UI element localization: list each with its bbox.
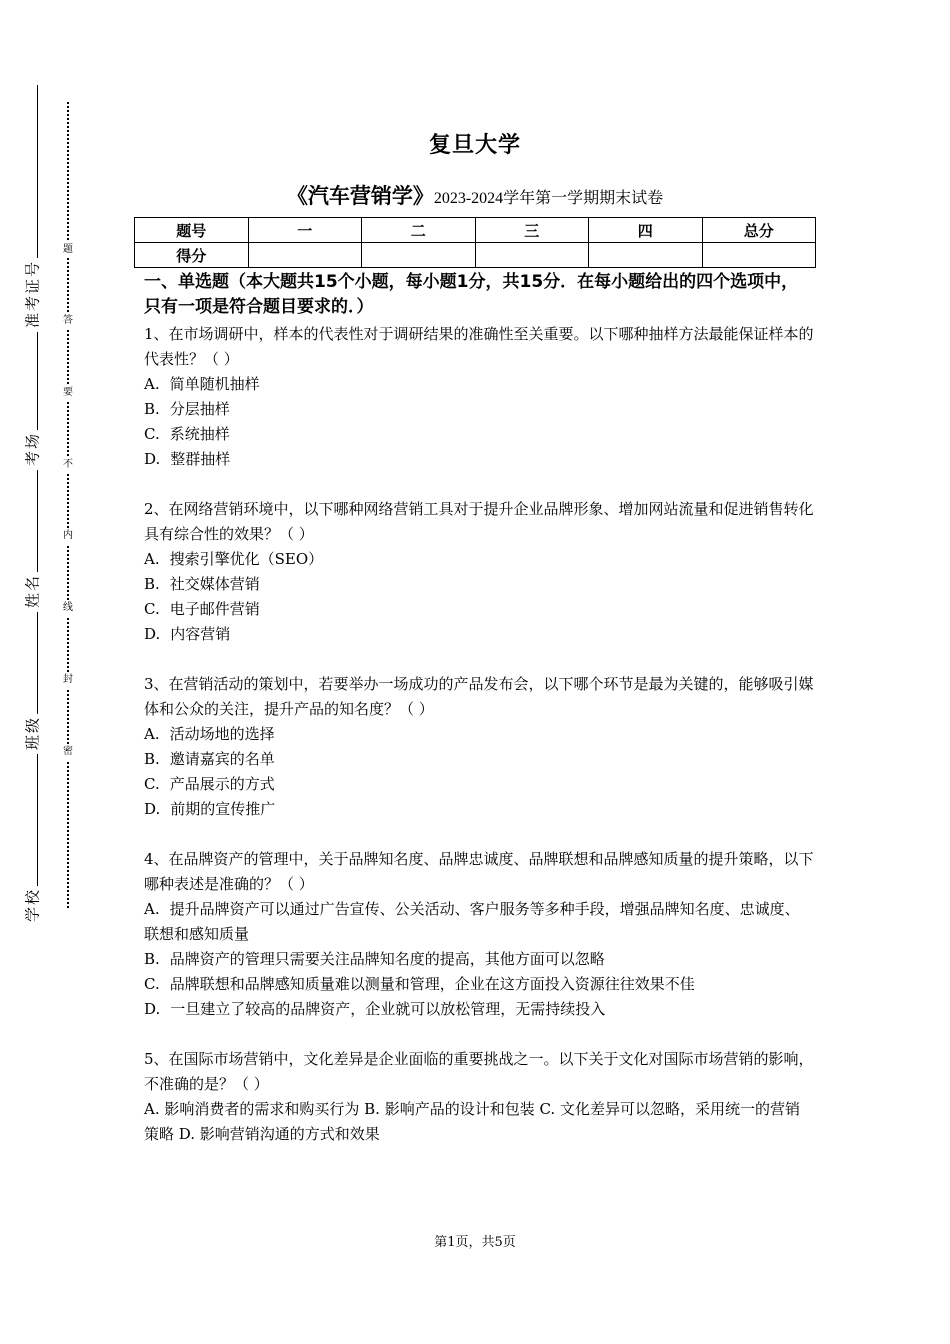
exam-term: 2023-2024学年第一学期期末试卷 [433, 190, 664, 207]
option-a: A. 搜索引擎优化（SEO） [144, 550, 324, 568]
score-table-cell: 一 [248, 218, 362, 243]
course-name: 《汽车营销学》 [286, 184, 434, 208]
score-table-header-row [135, 218, 816, 243]
option-d: D. 前期的宣传推广 [144, 800, 276, 818]
question-stem: 5、在国际市场营销中，文化差异是企业面临的重要挑战之一。以下关于文化对国际市场营销的影响，不准确的是？（ ） [144, 1050, 814, 1093]
question-4 [144, 847, 814, 1022]
question-stem: 4、在品牌资产的管理中，关于品牌知名度、品牌忠诚度、品牌联想和品牌感知质量的提升策略，以下哪种表述是准确的？（ ） [144, 850, 814, 893]
question-3 [144, 672, 814, 822]
option-d: D. 整群抽样 [144, 450, 231, 468]
exam-room-label: 场 考 [20, 430, 46, 470]
seal-char: 要 [61, 385, 75, 401]
score-table [134, 217, 816, 268]
seal-char: 内 [61, 528, 75, 544]
question-stem: 1、在市场调研中，样本的代表性对于调研结果的准确性至关重要。以下哪种抽样方法最能保证样本的代表性？（ ） [144, 325, 814, 368]
option-c: C. 品牌联想和品牌感知质量难以测量和管理，企业在这方面投入资源往往效果不佳 [144, 975, 695, 993]
question-5 [144, 1047, 814, 1147]
option-b: B. 分层抽样 [144, 400, 230, 418]
school-label: 校 学 [20, 886, 46, 926]
score-input-cell [362, 243, 476, 268]
seal-char: 不 [61, 457, 75, 473]
seal-char: 封 [61, 672, 75, 688]
inline-options: A. 影响消费者的需求和购买行为 B. 影响产品的设计和包装 C. 文化差异可以忽略，采用统一的营销策略 D. 影响营销沟通的方式和效果 [144, 1100, 800, 1143]
score-table-cell: 二 [362, 218, 476, 243]
exam-content [144, 270, 814, 1172]
question-stem: 2、在网络营销环境中，以下哪种网络营销工具对于提升企业品牌形象、增加网站流量和促进销售转化具有综合性的效果？（ ） [144, 500, 814, 543]
page-footer: 第1页，共5页 [434, 1235, 516, 1250]
score-table-cell: 题号 [135, 218, 249, 243]
seal-dotted-line [67, 102, 69, 908]
option-a: A. 提升品牌资产可以通过广告宣传、公关活动、客户服务等多种手段，增强品牌知名度、忠诚度、联想和感知质量 [144, 900, 800, 943]
exam-number-label: 号 证 考 准 [20, 258, 46, 332]
score-table-cell: 总分 [702, 218, 816, 243]
score-input-cell [589, 243, 703, 268]
option-c: C. 电子邮件营销 [144, 600, 260, 618]
option-c: C. 产品展示的方式 [144, 775, 275, 793]
question-stem: 3、在营销活动的策划中，若要举办一场成功的产品发布会，以下哪个环节是最为关键的，能够吸引媒体和公众的关注，提升产品的知名度？（ ） [144, 675, 814, 718]
option-d: D. 一旦建立了较高的品牌资产，企业就可以放松管理，无需持续投入 [144, 1000, 606, 1018]
option-a: A. 活动场地的选择 [144, 725, 275, 743]
school-title: 复旦大学 [428, 133, 521, 158]
score-table-cell: 得分 [135, 243, 249, 268]
class-label: 级 班 [20, 714, 46, 754]
score-input-cell [702, 243, 816, 268]
student-name-label: 名 姓 [20, 572, 46, 612]
option-b: B. 邀请嘉宾的名单 [144, 750, 275, 768]
question-1 [144, 322, 814, 472]
option-b: B. 社交媒体营销 [144, 575, 260, 593]
seal-char: 题 [61, 242, 75, 258]
option-c: C. 系统抽样 [144, 425, 230, 443]
section-heading: 一、单选题（本大题共15个小题，每小题1分，共15分．在每小题给出的四个选项中，只有一项是符合题目要求的．） [144, 272, 799, 317]
exam-title [0, 180, 950, 210]
score-table-cell: 四 [589, 218, 703, 243]
score-table-score-row [135, 243, 816, 268]
score-input-cell [248, 243, 362, 268]
seal-char: 线 [61, 600, 75, 616]
binding-line [37, 85, 38, 925]
option-d: D. 内容营销 [144, 625, 231, 643]
seal-char: 答 [61, 313, 75, 329]
seal-char: 密 [61, 744, 75, 760]
score-input-cell [475, 243, 589, 268]
option-a: A. 简单随机抽样 [144, 375, 260, 393]
score-table-cell: 三 [475, 218, 589, 243]
option-b: B. 品牌资产的管理只需要关注品牌知名度的提高，其他方面可以忽略 [144, 950, 605, 968]
question-2 [144, 497, 814, 647]
